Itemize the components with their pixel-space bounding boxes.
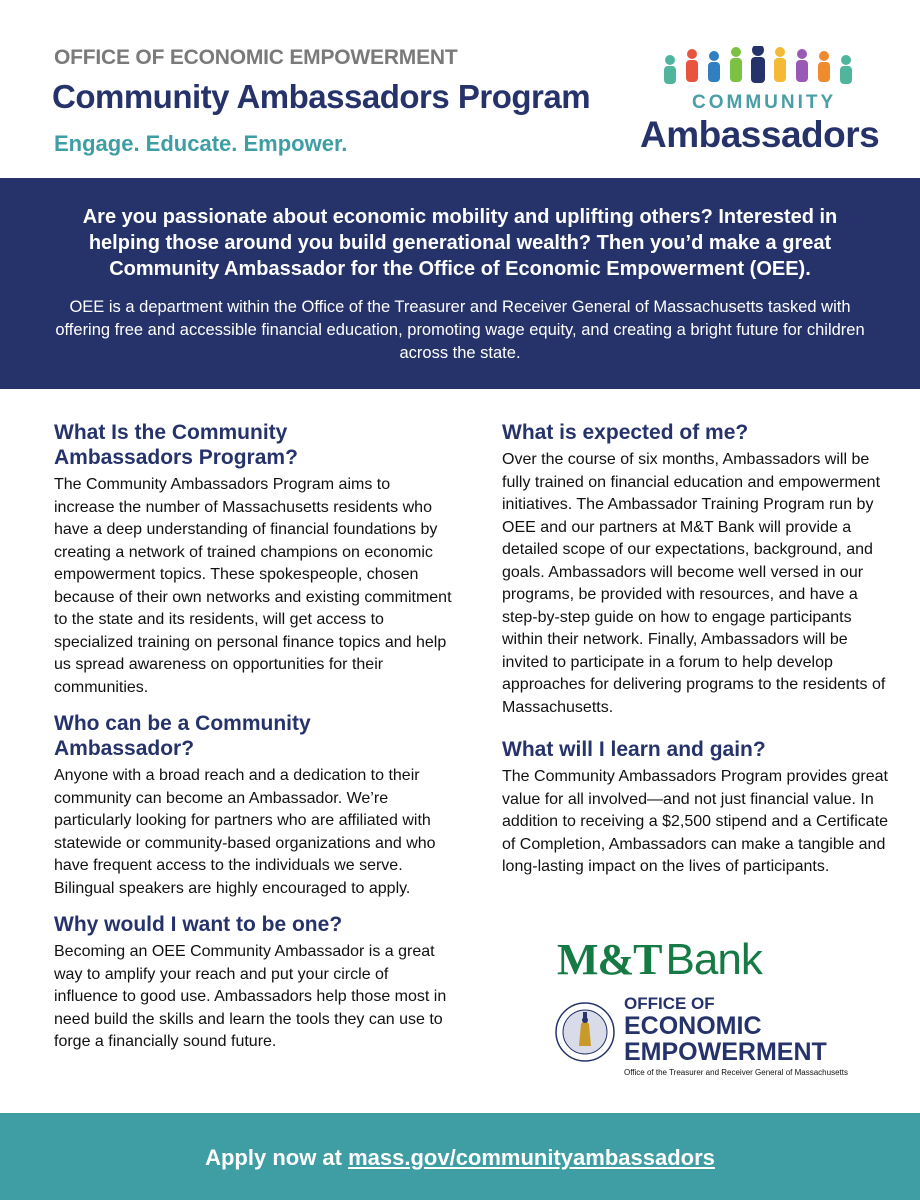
header — [0, 0, 920, 178]
section-body: Anyone with a broad reach and a dedication to their community can become an Ambassador. We’re particularly looking for partners who are affiliated with statewide or community-based organizations and who have frequent access to the individuals we serve. Bilingual speakers are highly encouraged to apply. — [54, 767, 436, 897]
section-what-is-expected — [502, 420, 892, 719]
section-why-be-one — [54, 912, 454, 1054]
section-heading: What Is the Community Ambassadors Program? — [54, 421, 298, 469]
section-heading: Who can be a Community Ambassador? — [54, 712, 311, 760]
apply-text — [0, 1145, 920, 1171]
apply-link[interactable]: mass.gov/communityambassadors — [348, 1145, 715, 1170]
footer — [0, 1113, 920, 1200]
left-column — [54, 420, 454, 1066]
section-body: The Community Ambassadors Program aims to increase the number of Massachusetts residents who have a deep understanding of financial foundations by creating a network of trained champions on economic empowerment topics. These spokespeople, chosen because of their own networks and existing commitment to the state and its residents, will get access to specialized training on personal finance topics and help us spread awareness on opportunities for their communities. — [54, 476, 452, 696]
people-figures-icon — [658, 46, 878, 96]
section-body: The Community Ambassadors Program provides great value for all involved—and not just financial value. In addition to receiving a $2,500 stipend and a Certificate of Completion, Ambassadors can make a tangible and long-lasting impact on the lives of participants. — [502, 768, 889, 875]
oee-logo — [624, 994, 848, 1079]
section-heading: Why would I want to be one? — [54, 913, 343, 936]
mt-bank-mark: M&T — [557, 935, 662, 984]
section-who-can-be — [54, 711, 454, 900]
apply-prefix: Apply now at — [205, 1145, 349, 1170]
section-what-is-program — [54, 420, 454, 699]
section-body: Becoming an OEE Community Ambassador is a great way to amplify your reach and put your circle of influence to good use. Ambassadors help those most in need build the skills and learn the tools they can use to forge a financially sound future. — [54, 943, 447, 1050]
page-title: Community Ambassadors Program — [52, 78, 591, 115]
community-ambassadors-logo — [640, 40, 890, 160]
oee-logo-subtitle: Office of the Treasurer and Receiver General of Massachusetts — [624, 1068, 848, 1077]
oee-logo-line1: OFFICE OF — [624, 994, 715, 1013]
tagline: Engage. Educate. Empower. — [54, 131, 348, 156]
section-learn-and-gain — [502, 737, 892, 879]
mt-bank-logo — [557, 934, 762, 985]
section-heading: What will I learn and gain? — [502, 738, 766, 761]
right-column — [502, 420, 892, 891]
org-name: OFFICE OF ECONOMIC EMPOWERMENT — [54, 46, 458, 69]
section-heading: What is expected of me? — [502, 421, 749, 444]
logo-ambassadors-text: Ambassadors — [640, 114, 880, 155]
intro-description: OEE is a department within the Office of the Treasurer and Receiver General of Massachusetts tasked with offering free and accessible financial education, promoting wage equity, and creating a bright future for children across the state. — [55, 298, 865, 362]
oee-logo-line2: ECONOMIC — [624, 1012, 762, 1040]
mt-bank-word: Bank — [665, 935, 762, 984]
logo-community-text: COMMUNITY — [692, 92, 837, 113]
oee-logo-line3: EMPOWERMENT — [624, 1038, 827, 1066]
intro-lead: Are you passionate about economic mobility and uplifting others? Interested in helping those around you build generational wealth? Then you’d make a great Community Ambassador for the Office of Economic Empowerment (OEE). — [82, 206, 838, 280]
intro-band — [0, 178, 920, 389]
massachusetts-seal-icon — [555, 1002, 615, 1062]
section-body: Over the course of six months, Ambassadors will be fully trained on financial education and empowerment initiatives. The Ambassador Training Program run by OEE and our partners at M&T Bank will provide a detailed scope of our expectations, background, and goals. Ambassadors will become well versed in our programs, be provided with resources, and have a step-by-step guide on how to engage participants within their network. Finally, Ambassadors will be invited to participate in a forum to help develop approaches for delivering programs to the residents of Massachusetts. — [502, 451, 886, 716]
